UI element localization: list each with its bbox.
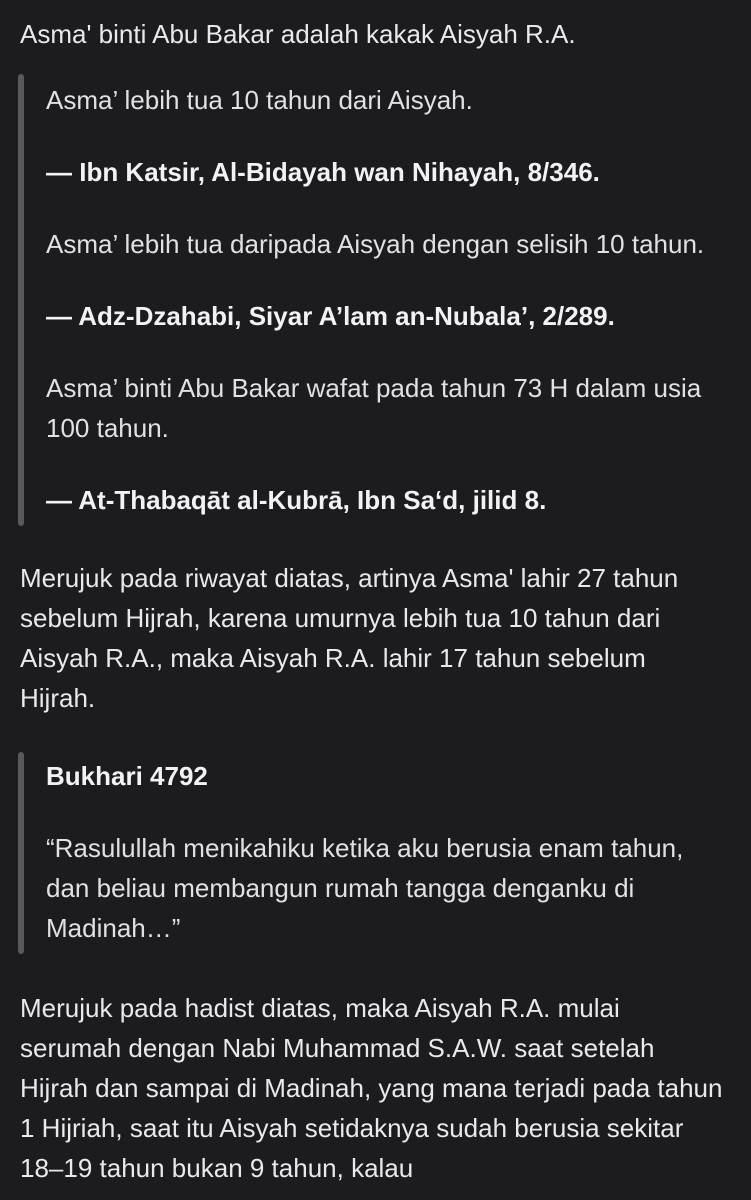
conclusion-paragraph: Merujuk pada hadist diatas, maka Aisyah R.A. mulai serumah dengan Nabi Muhammad S.A.W. saat setelah Hijrah dan sampai di Madinah, yang mana terjadi pada tahun 1 Hijriah, saat itu Aisyah setidaknya sudah berusia sekitar 18–19 tahun bukan 9 tahun, kalau	[20, 993, 723, 1183]
blockquote-asma-age	[18, 74, 723, 526]
quote-text: Asma’ lebih tua daripada Aisyah dengan selisih 10 tahun.	[46, 229, 705, 259]
blockquote-bukhari	[18, 752, 723, 954]
reasoning-paragraph: Merujuk pada riwayat diatas, artinya Asma' lahir 27 tahun sebelum Hijrah, karena umurnya lebih tua 10 tahun dari Aisyah R.A., maka Aisyah R.A. lahir 17 tahun sebelum Hijrah.	[20, 563, 679, 713]
quote-heading: Bukhari 4792	[46, 761, 208, 791]
quote-text: Asma’ lebih tua 10 tahun dari Aisyah.	[46, 85, 473, 115]
intro-paragraph: Asma' binti Abu Bakar adalah kakak Aisyah R.A.	[20, 19, 576, 49]
quote-citation: — Ibn Katsir, Al-Bidayah wan Nihayah, 8/346.	[46, 157, 600, 187]
quote-text: Asma’ binti Abu Bakar wafat pada tahun 73 H dalam usia 100 tahun.	[46, 373, 702, 443]
quote-text: “Rasulullah menikahiku ketika aku berusia enam tahun, dan beliau membangun rumah tangga denganku di Madinah…”	[46, 833, 684, 943]
quote-citation: — Adz-Dzahabi, Siyar A’lam an-Nubala’, 2/289.	[46, 301, 615, 331]
quote-citation: — At-Thabaqāt al-Kubrā, Ibn Sa‘d, jilid 8.	[46, 485, 547, 515]
